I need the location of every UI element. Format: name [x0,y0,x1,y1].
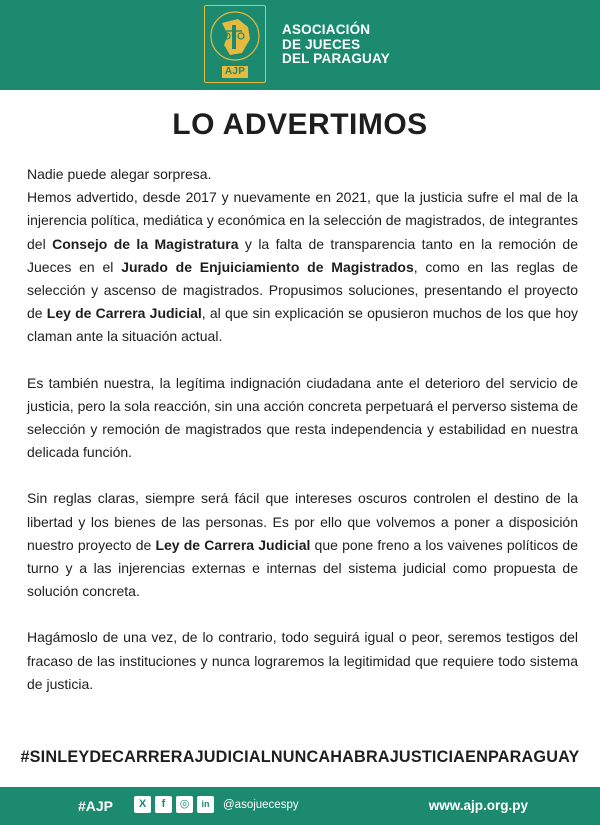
paragraph-4: Hagámoslo de una vez, de lo contrario, todo seguirá igual o peor, seremos testigos del fracaso de las instituciones y nunca lograremos la legitimidad que requiere todo sistema de justicia. [27,629,578,692]
paragraph-1-intro: Nadie puede alegar sorpresa. [27,166,212,182]
x-icon[interactable]: X [134,796,151,813]
page-title: LO ADVERTIMOS [172,108,428,141]
paragraph-2: Es también nuestra, la legítima indignación ciudadana ante el deterioro del servicio de justicia, pero la sola reacción, sin una acción concreta perpetuará el perverso sistema de selección y remoción de magistrados que resta independencia y estabilidad en nuestra delicada función. [27,374,578,461]
ley-carrera-judicial-emphasis: Ley de Carrera Judicial [46,305,202,322]
org-name-line-2: DE JUECES [282,36,361,52]
footer-hashtag: #AJP [78,798,114,814]
paragraph-1 [27,163,578,349]
paragraph-1-text-a: Hemos advertido, desde 2017 y nuevamente en 2021, que la justicia sufre el mal de la injerencia política, mediática y económica en la selección de magistrados, de integrantes del [27,189,578,252]
ley-carrera-judicial-emphasis-2: Ley de Carrera Judicial [155,536,311,553]
ajp-logo [204,5,266,83]
paragraph-3-text-c: que pone freno a los vaivenes políticos de turno y a las injerencias externas e internas del sistema judicial como propuesta de solución concreta. [27,536,578,600]
instagram-icon[interactable]: ◎ [176,796,193,813]
consejo-magistratura-emphasis: Consejo de la Magistratura [52,235,239,252]
org-name-line-1: ASOCIACIÓN [282,22,371,37]
statement-body [27,163,578,696]
jurado-enjuiciamiento-emphasis: Jurado de Enjuiciamiento de Magistrados [121,258,414,275]
paragraph-3-text-a: Sin reglas claras, siempre será fácil que intereses oscuros controlen el destino de la libertad y los bienes de las personas. Es por ello que volvemos a poner a disposición nuestro proyecto de [27,490,578,553]
organization-name [282,23,390,67]
paragraph-1-text-c: y la falta de transparencia tanto en la remoción de Jueces en el [27,235,578,275]
social-handle[interactable]: @asojuecespy [223,799,299,811]
footer-bar [0,787,600,825]
header-banner [0,0,600,90]
paragraph-1-text-e: , como en las reglas de selección y ascenso de magistrados. Propusimos soluciones, presentando el proyecto de [27,258,578,322]
facebook-icon[interactable]: f [155,796,172,813]
linkedin-icon[interactable]: in [197,796,214,813]
logo-label: AJP [222,66,248,78]
website-link[interactable]: www.ajp.org.py [428,798,528,813]
paragraph-1-text-g: , al que sin explicación se opusieron muchos de los que hoy claman ante la situación actual. [27,305,578,345]
paragraph-3 [27,487,578,603]
paraguay-map-emblem-icon [208,9,262,65]
campaign-hashtag: #SINLEYDECARRERAJUDICIALNUNCAHABRAJUSTICIAENPARAGUAY [20,748,580,766]
org-name-line-3: DEL PARAGUAY [282,51,390,67]
